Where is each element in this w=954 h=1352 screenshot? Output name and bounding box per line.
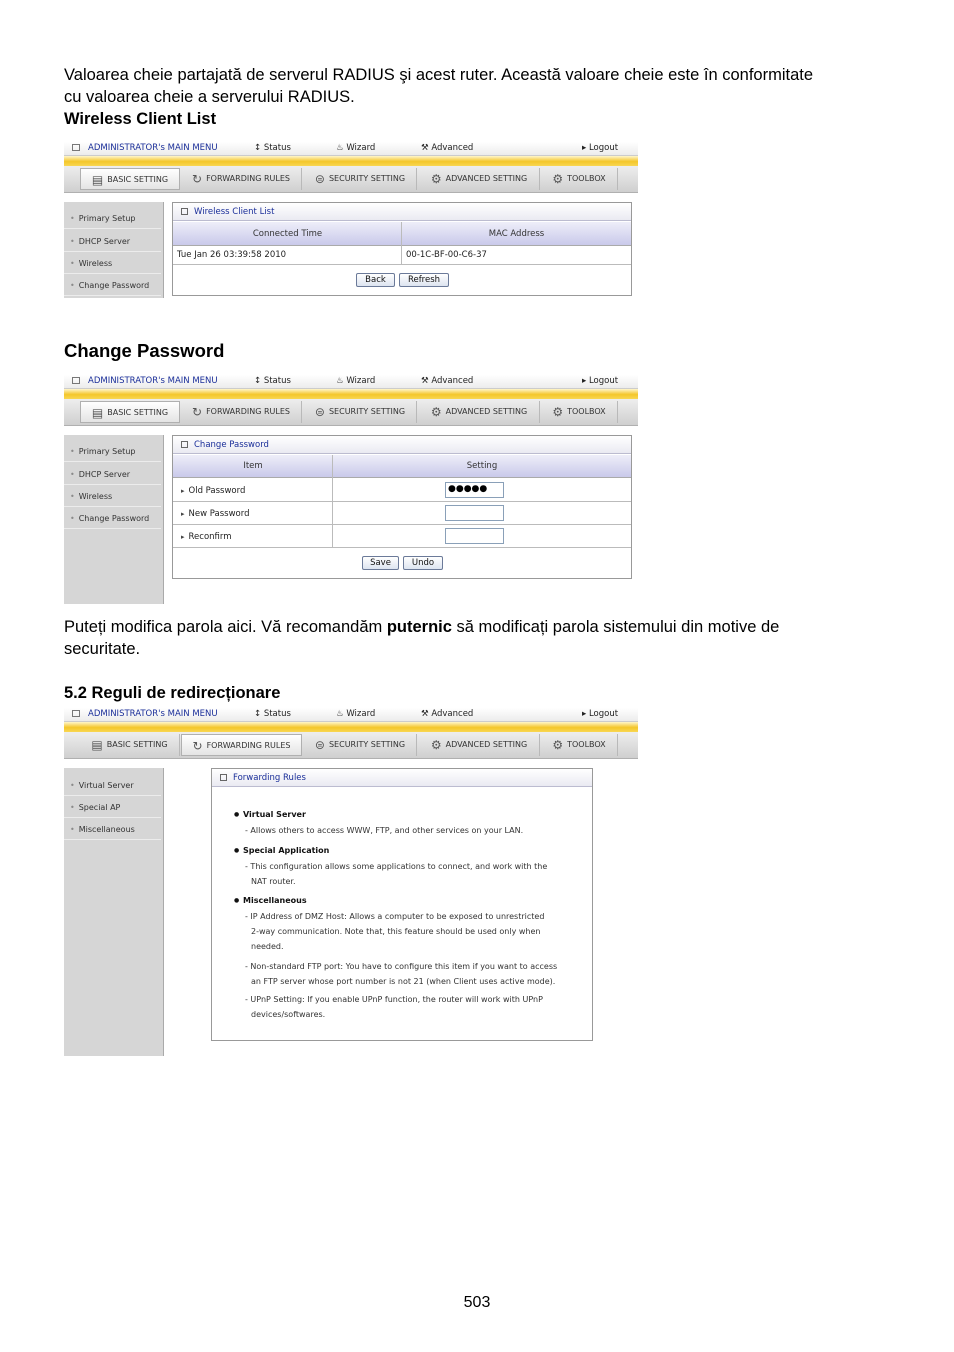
ftp-port-description-2: an FTP server whose port number is not 21 (when Client uses active mode).: [251, 977, 556, 986]
heading-change-password: Change Password: [64, 340, 225, 361]
advanced-link[interactable]: ⚒ Advanced: [421, 376, 474, 386]
status-icon: ↕: [254, 143, 264, 153]
folder-icon: ▤: [91, 173, 104, 187]
sidebar-item-change-password[interactable]: • Change Password: [64, 275, 161, 296]
row-divider: [173, 524, 631, 525]
toolbox-icon: ⚙: [552, 738, 564, 752]
heading-wireless-client-list: Wireless Client List: [64, 110, 217, 128]
tab-basic-setting[interactable]: ▤ BASIC SETTING: [80, 168, 180, 190]
sidebar-item-miscellaneous[interactable]: • Miscellaneous: [64, 819, 161, 840]
special-application-description: - This configuration allows some applications to connect, and work with the: [245, 862, 548, 871]
reconfirm-password-input[interactable]: [445, 528, 504, 544]
tab-basic-setting[interactable]: ▤ BASIC SETTING: [80, 734, 180, 756]
admin-main-menu-link[interactable]: ADMINISTRATOR's MAIN MENU: [72, 709, 218, 720]
column-header-mac-address: MAC Address: [402, 222, 631, 246]
sidebar-item-virtual-server[interactable]: • Virtual Server: [64, 775, 161, 796]
status-icon: ↕: [254, 709, 264, 719]
mac-address-value: 00-1C-BF-00-C6-37: [406, 250, 487, 260]
lock-icon: ⊜: [314, 405, 325, 419]
undo-button[interactable]: Undo: [403, 556, 443, 570]
arrow-right-icon: ▸: [582, 143, 589, 153]
sidebar-item-special-ap[interactable]: • Special AP: [64, 797, 161, 818]
new-password-input[interactable]: [445, 505, 504, 521]
panel-title: Forwarding Rules: [212, 769, 592, 787]
change-password-screenshot: [64, 375, 638, 604]
sidebar-item-wireless[interactable]: • Wireless: [64, 253, 161, 274]
admin-main-menu-link[interactable]: ADMINISTRATOR's MAIN MENU: [72, 376, 218, 387]
lock-icon: ⊜: [314, 738, 325, 752]
wizard-link[interactable]: ♨ Wizard: [336, 143, 376, 153]
intro-line-1: Valoarea cheie partajată de serverul RADIUS şi acest ruter. Această valoare cheie este în conformitate: [64, 66, 814, 84]
tab-basic-setting[interactable]: ▤ BASIC SETTING: [80, 401, 180, 423]
sidebar: [64, 768, 164, 1056]
dmz-host-description: - IP Address of DMZ Host: Allows a computer to be exposed to unrestricted: [245, 912, 545, 921]
ftp-port-description: - Non-standard FTP port: You have to configure this item if you want to access: [245, 962, 558, 971]
virtual-server-description: - Allows others to access WWW, FTP, and other services on your LAN.: [245, 826, 524, 835]
tab-advanced-setting[interactable]: ⚙ ADVANCED SETTING: [419, 401, 540, 423]
column-divider: [401, 222, 402, 265]
wizard-link[interactable]: ♨ Wizard: [336, 376, 376, 386]
header-accent-band: [64, 156, 638, 166]
old-password-label: ▸ Old Password: [181, 486, 245, 496]
wireless-client-list-screenshot: [64, 142, 638, 298]
logout-link[interactable]: ▸ Logout: [582, 143, 619, 153]
main-tab-bar: [64, 399, 638, 426]
advanced-icon: ⚒: [421, 376, 432, 386]
change-password-panel: [172, 435, 632, 579]
row-divider: [173, 501, 631, 502]
miscellaneous-title: ● Miscellaneous: [243, 896, 307, 905]
panel-title: Change Password: [173, 436, 631, 454]
column-header-setting: Setting: [333, 455, 631, 478]
status-link[interactable]: ↕ Status: [254, 143, 291, 153]
folder-icon: ▤: [91, 738, 103, 752]
forward-icon: ↻: [192, 739, 203, 753]
advanced-setting-icon: ⚙: [430, 172, 442, 186]
sidebar: [64, 435, 164, 604]
sidebar: [64, 202, 164, 298]
upnp-description-2: devices/softwares.: [251, 1010, 326, 1019]
refresh-button[interactable]: Refresh: [399, 273, 449, 287]
row-divider: [173, 264, 631, 265]
sidebar-item-dhcp-server[interactable]: • DHCP Server: [64, 231, 161, 252]
main-tab-bar: [64, 166, 638, 193]
column-header-connected-time: Connected Time: [173, 222, 402, 246]
sidebar-item-primary-setup[interactable]: • Primary Setup: [64, 208, 161, 229]
folder-icon: ▤: [91, 406, 104, 420]
forwarding-rules-screenshot: [64, 708, 638, 1056]
main-tab-bar: [64, 732, 638, 759]
advanced-icon: ⚒: [421, 143, 432, 153]
header-accent-band: [64, 389, 638, 399]
upnp-description: - UPnP Setting: If you enable UPnP function, the router will work with UPnP: [245, 995, 543, 1004]
advanced-setting-icon: ⚙: [430, 405, 442, 419]
sidebar-item-primary-setup[interactable]: • Primary Setup: [64, 441, 161, 462]
tab-toolbox[interactable]: ⚙ TOOLBOX: [541, 168, 618, 190]
status-link[interactable]: ↕ Status: [254, 376, 291, 386]
tab-forwarding-rules[interactable]: ↻ FORWARDING RULES: [181, 401, 302, 423]
logout-link[interactable]: ▸ Logout: [582, 709, 619, 719]
virtual-server-title: ● Virtual Server: [243, 810, 306, 819]
sidebar-item-dhcp-server[interactable]: • DHCP Server: [64, 464, 161, 485]
advanced-setting-icon: ⚙: [430, 738, 442, 752]
special-application-title: ● Special Application: [243, 846, 329, 855]
connected-time-value: Tue Jan 26 03:39:58 2010: [177, 250, 287, 260]
forward-icon: ↻: [192, 172, 203, 186]
wizard-icon: ♨: [336, 143, 347, 153]
forward-icon: ↻: [192, 405, 203, 419]
arrow-right-icon: ▸: [582, 709, 589, 719]
top-menu-bar: [64, 375, 638, 389]
arrow-right-icon: ▸: [582, 376, 589, 386]
sidebar-item-wireless[interactable]: • Wireless: [64, 486, 161, 507]
lock-icon: ⊜: [314, 172, 325, 186]
tab-security-setting[interactable]: ⊜ SECURITY SETTING: [304, 401, 417, 423]
tab-advanced-setting[interactable]: ⚙ ADVANCED SETTING: [419, 734, 540, 756]
old-password-input[interactable]: ●●●●●: [445, 482, 504, 498]
advanced-icon: ⚒: [421, 709, 432, 719]
tab-security-setting[interactable]: ⊜ SECURITY SETTING: [304, 734, 417, 756]
tab-security-setting[interactable]: ⊜ SECURITY SETTING: [304, 168, 417, 190]
row-divider: [173, 547, 631, 548]
new-password-label: ▸ New Password: [181, 509, 249, 519]
back-button[interactable]: Back: [356, 273, 395, 287]
admin-main-menu-link[interactable]: ADMINISTRATOR's MAIN MENU: [72, 143, 218, 154]
panel-title: Wireless Client List: [173, 203, 631, 221]
intro-line-2: cu valoarea cheie a serverului RADIUS.: [64, 88, 355, 106]
sidebar-item-change-password[interactable]: • Change Password: [64, 508, 161, 529]
dmz-host-description-3: needed.: [251, 942, 284, 951]
emphasis-strongly: puternic: [386, 618, 452, 636]
status-link[interactable]: ↕ Status: [254, 709, 291, 719]
wizard-icon: ♨: [336, 376, 347, 386]
save-button[interactable]: Save: [362, 556, 399, 570]
password-paragraph: Puteți modifica parola aici. Vă recomandăm puternic să modificați parola sistemului din motive de: [64, 618, 780, 636]
top-menu-bar: [64, 142, 638, 156]
special-application-description-2: NAT router.: [251, 877, 296, 886]
reconfirm-label: ▸ Reconfirm: [181, 532, 232, 542]
tab-forwarding-rules[interactable]: ↻ FORWARDING RULES: [181, 168, 302, 190]
column-header-item: Item: [173, 455, 333, 478]
password-paragraph-line-2: securitate.: [64, 640, 141, 658]
forwarding-rules-panel: [211, 768, 593, 1041]
tab-toolbox[interactable]: ⚙ TOOLBOX: [541, 401, 618, 423]
wizard-icon: ♨: [336, 709, 347, 719]
toolbox-icon: ⚙: [552, 405, 564, 419]
toolbox-icon: ⚙: [552, 172, 564, 186]
header-accent-band: [64, 722, 638, 732]
status-icon: ↕: [254, 376, 264, 386]
wizard-link[interactable]: ♨ Wizard: [336, 709, 376, 719]
tab-toolbox[interactable]: ⚙ TOOLBOX: [541, 734, 618, 756]
tab-advanced-setting[interactable]: ⚙ ADVANCED SETTING: [419, 168, 540, 190]
dmz-host-description-2: 2-way communication. Note that, this feature should be used only when: [251, 927, 541, 936]
advanced-link[interactable]: ⚒ Advanced: [421, 709, 474, 719]
wireless-client-list-panel: [172, 202, 632, 296]
logout-link[interactable]: ▸ Logout: [582, 376, 619, 386]
tab-forwarding-rules[interactable]: ↻ FORWARDING RULES: [181, 734, 302, 756]
advanced-link[interactable]: ⚒ Advanced: [421, 143, 474, 153]
top-menu-bar: [64, 708, 638, 722]
page-number: 503: [463, 1294, 491, 1311]
heading-forwarding-rules-section: 5.2 Reguli de redirecționare: [64, 684, 281, 702]
